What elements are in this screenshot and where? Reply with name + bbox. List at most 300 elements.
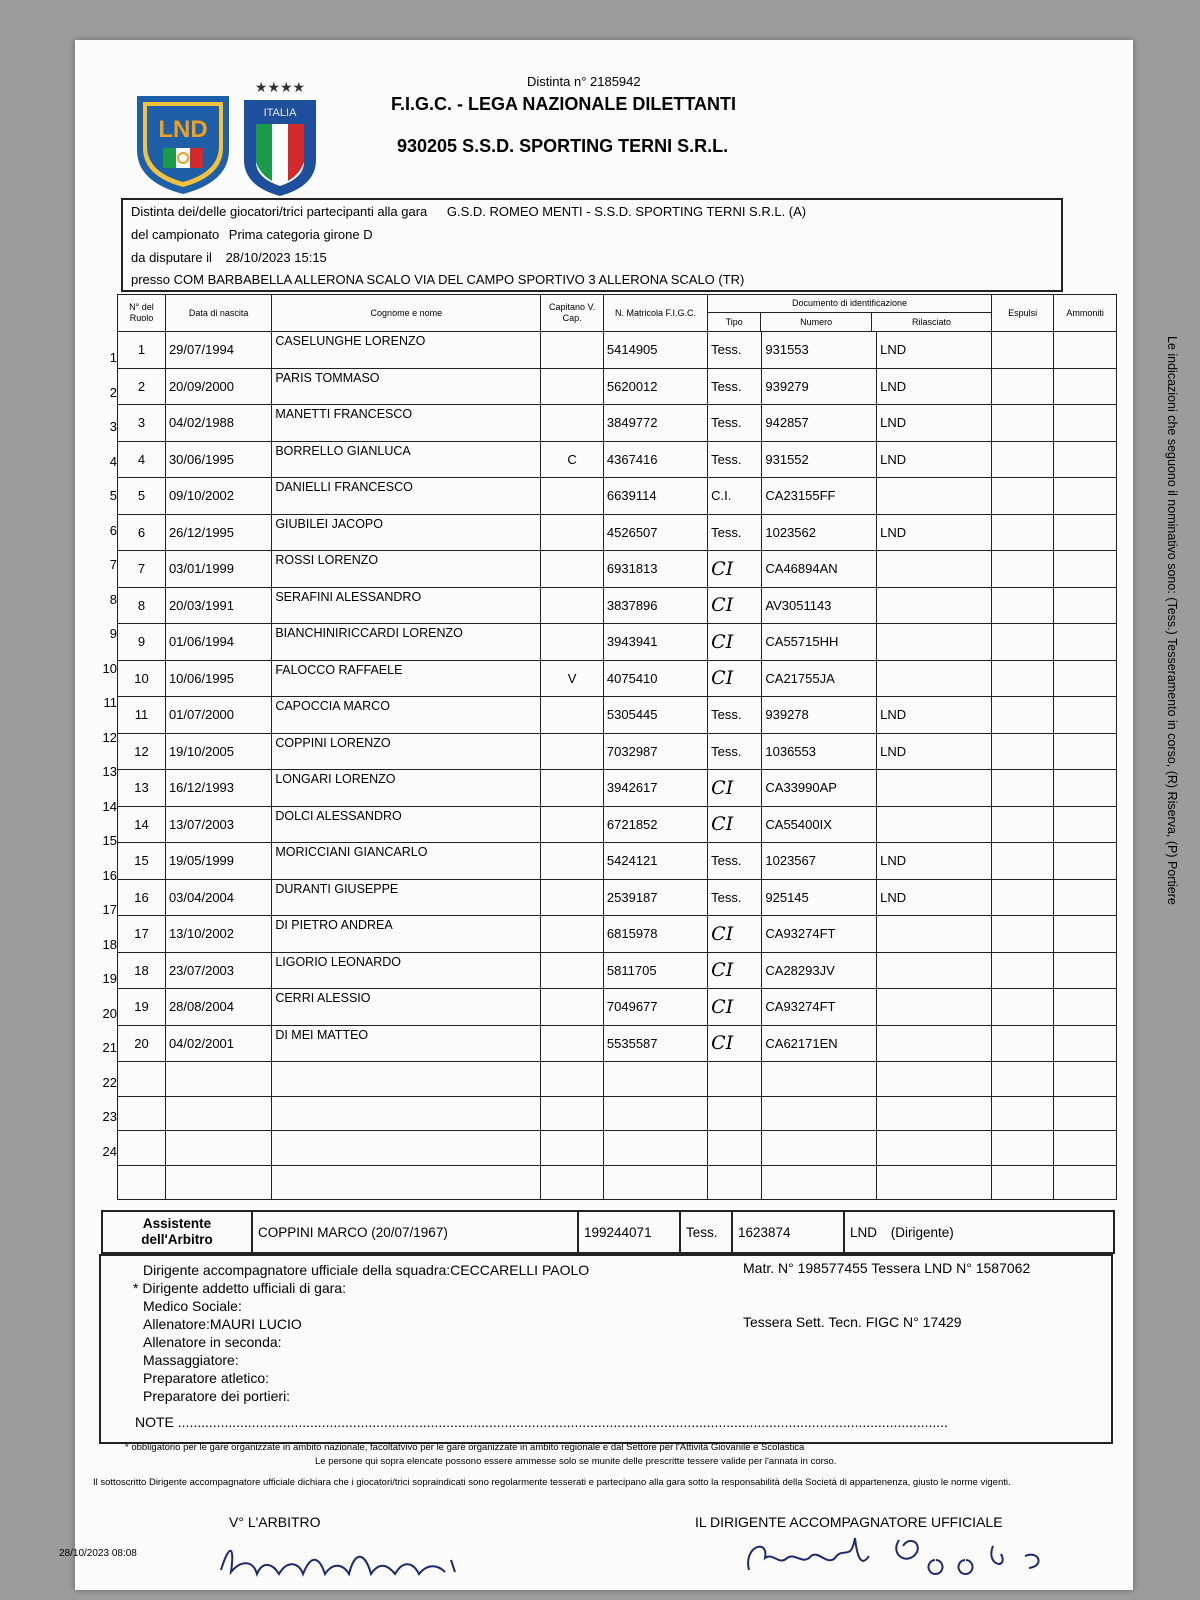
cell-ammoniti: [1054, 916, 1117, 953]
row-number: 17: [102, 902, 117, 917]
cell-empty: [272, 1096, 541, 1131]
cell-ammoniti: [1054, 733, 1117, 770]
row-number: 16: [102, 867, 117, 883]
cell-tipo: CI: [708, 916, 762, 953]
row-number: 15: [102, 833, 117, 848]
cell-capitano: [541, 916, 604, 953]
cell-nome: BORRELLO GIANLUCA: [272, 441, 541, 478]
cell-tipo: Tess.: [708, 405, 762, 442]
cell-ammoniti: [1054, 514, 1117, 551]
cell-ruolo: 19: [118, 989, 166, 1026]
lnd-logo-text: LND: [158, 116, 208, 143]
svg-text:★★★★: ★★★★: [254, 80, 306, 96]
cell-ruolo: 7: [118, 551, 166, 588]
cell-nome: DURANTI GIUSEPPE: [272, 879, 541, 916]
cell-espulsi: [991, 916, 1054, 953]
cell-empty: [165, 1096, 271, 1131]
cell-capitano: [541, 770, 604, 807]
table-header: [118, 295, 1117, 332]
cell-tipo: Tess.: [708, 843, 762, 880]
staff-note: NOTE ......................................................................................................................................................................................................: [135, 1414, 948, 1430]
dirigente-label: IL DIRIGENTE ACCOMPAGNATORE UFFICIALE: [695, 1514, 1003, 1530]
table-row: [118, 733, 1117, 770]
cell-nascita: 29/07/1994: [165, 332, 271, 369]
cell-ammoniti: [1054, 879, 1117, 916]
cell-ammoniti: [1054, 843, 1117, 880]
assistente-rilasciato: [844, 1211, 1114, 1253]
cell-rilasciato: [877, 624, 992, 661]
col-documento: [708, 295, 992, 332]
row-number: 23: [102, 1109, 117, 1124]
cell-espulsi: [991, 770, 1054, 807]
print-timestamp: 28/10/2023 08:08: [59, 1548, 137, 1559]
cell-tipo: CI: [708, 806, 762, 843]
cell-nascita: 01/06/1994: [165, 624, 271, 661]
row-number: 9: [109, 626, 117, 641]
cell-capitano: [541, 587, 604, 624]
assistente-row: [102, 1211, 1114, 1253]
cell-empty: [272, 1062, 541, 1097]
row-number: 8: [109, 591, 117, 607]
row-number: 3: [109, 419, 117, 434]
cell-rilasciato: [877, 770, 992, 807]
cell-nome: CAPOCCIA MARCO: [272, 697, 541, 734]
cell-nome: SERAFINI ALESSANDRO: [272, 587, 541, 624]
cell-tipo: CI: [708, 1025, 762, 1062]
cell-matricola: 3849772: [603, 405, 707, 442]
cell-empty: [877, 1131, 992, 1166]
assistente-rilasciato-value: LND: [850, 1224, 878, 1240]
cell-empty: [877, 1096, 992, 1131]
document-title: F.I.G.C. - LEGA NAZIONALE DILETTANTI: [391, 94, 736, 114]
cell-ruolo: 8: [118, 587, 166, 624]
assistente-ruolo: (Dirigente): [890, 1224, 954, 1240]
row-number: 20: [102, 1005, 117, 1021]
cell-matricola: 5414905: [603, 332, 707, 369]
cell-nome: CERRI ALESSIO: [272, 989, 541, 1026]
cell-empty: [991, 1096, 1054, 1131]
cell-empty: [272, 1131, 541, 1166]
cell-ammoniti: [1054, 770, 1117, 807]
cell-nascita: 28/08/2004: [165, 989, 271, 1026]
table-row-empty: [118, 1165, 1117, 1200]
table-row: [118, 332, 1117, 369]
assistente-numero: 1623874: [732, 1211, 844, 1253]
data-label: da disputare il: [131, 250, 212, 265]
cell-espulsi: [991, 660, 1054, 697]
cell-numero: 939279: [762, 368, 877, 405]
cell-tipo: Tess.: [708, 332, 762, 369]
cell-matricola: 4526507: [603, 514, 707, 551]
staff-portieri: Preparatore dei portieri:: [143, 1388, 291, 1404]
cell-empty: [708, 1096, 762, 1131]
dirigente-signature: [739, 1526, 1059, 1586]
cell-ruolo: 10: [118, 660, 166, 697]
table-row: [118, 770, 1117, 807]
cell-empty: [118, 1062, 166, 1097]
cell-tipo: Tess.: [708, 368, 762, 405]
staff-allenatore2: Allenatore in seconda:: [143, 1334, 282, 1350]
cell-tipo: CI: [708, 952, 762, 989]
cell-rilasciato: [877, 1025, 992, 1062]
cell-espulsi: [991, 514, 1054, 551]
data-value: 28/10/2023 15:15: [225, 250, 327, 265]
data-line: [131, 250, 327, 265]
cell-capitano: [541, 952, 604, 989]
cell-nome: LIGORIO LEONARDO: [272, 952, 541, 989]
cell-matricola: 3943941: [603, 624, 707, 661]
cell-nome: DI MEI MATTEO: [272, 1025, 541, 1062]
cell-numero: CA28293JV: [762, 952, 877, 989]
cell-ruolo: 13: [118, 770, 166, 807]
cell-ruolo: 3: [118, 405, 166, 442]
cell-ruolo: 2: [118, 368, 166, 405]
cell-ruolo: 6: [118, 514, 166, 551]
cell-nome: PARIS TOMMASO: [272, 368, 541, 405]
cell-empty: [603, 1165, 707, 1200]
cell-nascita: 10/06/1995: [165, 660, 271, 697]
cell-numero: CA62171EN: [762, 1025, 877, 1062]
table-row-empty: [118, 1062, 1117, 1097]
cell-nome: ROSSI LORENZO: [272, 551, 541, 588]
campionato-line: [131, 227, 373, 242]
cell-espulsi: [991, 551, 1054, 588]
cell-nascita: 01/07/2000: [165, 697, 271, 734]
table-row: [118, 441, 1117, 478]
players-table: [117, 294, 1117, 1200]
cell-capitano: [541, 733, 604, 770]
cell-numero: CA23155FF: [762, 478, 877, 515]
col-nascita: Data di nascita: [165, 295, 271, 332]
table-row: [118, 624, 1117, 661]
table-row: [118, 587, 1117, 624]
cell-ammoniti: [1054, 806, 1117, 843]
cell-numero: 1023567: [762, 843, 877, 880]
cell-empty: [541, 1096, 604, 1131]
cell-numero: CA55400IX: [762, 806, 877, 843]
cell-matricola: 5620012: [603, 368, 707, 405]
cell-ammoniti: [1054, 660, 1117, 697]
cell-tipo: Tess.: [708, 733, 762, 770]
cell-nascita: 03/04/2004: [165, 879, 271, 916]
table-row: [118, 1025, 1117, 1062]
cell-tipo: Tess.: [708, 514, 762, 551]
cell-nascita: 30/06/1995: [165, 441, 271, 478]
cell-espulsi: [991, 478, 1054, 515]
row-number: 5: [109, 488, 117, 503]
table-row: [118, 952, 1117, 989]
cell-nascita: 09/10/2002: [165, 478, 271, 515]
cell-nome: LONGARI LORENZO: [272, 770, 541, 807]
cell-empty: [541, 1062, 604, 1097]
cell-rilasciato: LND: [877, 733, 992, 770]
cell-espulsi: [991, 952, 1054, 989]
cell-rilasciato: [877, 478, 992, 515]
figc-italia-logo: [240, 78, 320, 198]
cell-rilasciato: LND: [877, 514, 992, 551]
row-number: 2: [109, 384, 117, 400]
gara-label: Distinta dei/delle giocatori/trici partecipanti alla gara: [131, 204, 428, 219]
cell-matricola: 3942617: [603, 770, 707, 807]
staff-dirigente-matr: Matr. N° 198577455 Tessera LND N° 1587062: [743, 1260, 1031, 1276]
cell-empty: [118, 1096, 166, 1131]
cell-ruolo: 18: [118, 952, 166, 989]
match-info-box: [121, 198, 1063, 292]
cell-ruolo: 11: [118, 697, 166, 734]
cell-nome: MANETTI FRANCESCO: [272, 405, 541, 442]
row-number: 6: [109, 522, 117, 538]
table-row: [118, 514, 1117, 551]
cell-capitano: [541, 405, 604, 442]
cell-espulsi: [991, 441, 1054, 478]
cell-espulsi: [991, 624, 1054, 661]
cell-empty: [541, 1131, 604, 1166]
cell-numero: CA33990AP: [762, 770, 877, 807]
cell-tipo: CI: [708, 624, 762, 661]
cell-numero: 1023562: [762, 514, 877, 551]
cell-capitano: [541, 624, 604, 661]
table-row: [118, 551, 1117, 588]
cell-rilasciato: LND: [877, 843, 992, 880]
cell-empty: [1054, 1062, 1117, 1097]
cell-capitano: C: [541, 441, 604, 478]
row-number: 10: [102, 660, 117, 676]
col-tipo: Tipo: [708, 313, 761, 331]
row-number: 12: [102, 729, 117, 745]
assistente-tipo: Tess.: [680, 1211, 732, 1253]
table-row: [118, 368, 1117, 405]
cell-rilasciato: [877, 660, 992, 697]
table-row: [118, 405, 1117, 442]
arbitro-signature: [215, 1530, 475, 1590]
cell-capitano: [541, 697, 604, 734]
cell-numero: AV3051143: [762, 587, 877, 624]
cell-espulsi: [991, 405, 1054, 442]
cell-ammoniti: [1054, 332, 1117, 369]
cell-numero: CA46894AN: [762, 551, 877, 588]
cell-nascita: 13/07/2003: [165, 806, 271, 843]
cell-capitano: V: [541, 660, 604, 697]
cell-capitano: [541, 1025, 604, 1062]
cell-empty: [541, 1165, 604, 1200]
assistente-table: [101, 1210, 1115, 1254]
campionato-label: del campionato: [131, 227, 220, 242]
col-rilasciato: Rilasciato: [911, 317, 951, 327]
table-row: [118, 916, 1117, 953]
arbitro-label: V° L'ARBITRO: [229, 1514, 321, 1530]
staff-medico: Medico Sociale:: [143, 1298, 242, 1314]
assistente-label: Assistente dell'Arbitro: [102, 1211, 252, 1253]
cell-espulsi: [991, 368, 1054, 405]
cell-matricola: 6721852: [603, 806, 707, 843]
cell-capitano: [541, 843, 604, 880]
cell-nome: BIANCHINIRICCARDI LORENZO: [272, 624, 541, 661]
row-number: 1: [109, 350, 117, 365]
cell-ammoniti: [1054, 368, 1117, 405]
table-row: [118, 989, 1117, 1026]
cell-empty: [877, 1165, 992, 1200]
cell-numero: CA55715HH: [762, 624, 877, 661]
cell-empty: [165, 1062, 271, 1097]
cell-matricola: 6815978: [603, 916, 707, 953]
cell-tipo: Tess.: [708, 879, 762, 916]
cell-ruolo: 14: [118, 806, 166, 843]
cell-nome: DANIELLI FRANCESCO: [272, 478, 541, 515]
col-numero: Numero: [761, 313, 872, 331]
cell-rilasciato: [877, 587, 992, 624]
cell-rilasciato: LND: [877, 697, 992, 734]
cell-espulsi: [991, 1025, 1054, 1062]
cell-matricola: 5305445: [603, 697, 707, 734]
cell-empty: [1054, 1131, 1117, 1166]
asterisk-note: * obbligatorio per le gare organizzate in ambito nazionale, facoltatvivo per le gare organizzate in ambito regionale e dal Settore per l'Attività Giovanile e Scolastica: [125, 1442, 805, 1453]
distinta-number: Distinta n° 2185942: [527, 74, 641, 89]
cell-ruolo: 1: [118, 332, 166, 369]
gara-line: [131, 204, 806, 219]
cell-empty: [708, 1062, 762, 1097]
cell-ruolo: 5: [118, 478, 166, 515]
cell-ammoniti: [1054, 441, 1117, 478]
row-number: 21: [102, 1040, 117, 1055]
cell-tipo: CI: [708, 551, 762, 588]
staff-allenatore-tessera: Tessera Sett. Tecn. FIGC N° 17429: [743, 1314, 962, 1330]
cell-tipo: CI: [708, 989, 762, 1026]
cell-matricola: 7032987: [603, 733, 707, 770]
cell-ammoniti: [1054, 952, 1117, 989]
club-name: 930205 S.S.D. SPORTING TERNI S.R.L.: [397, 136, 729, 156]
cell-nome: CASELUNGHE LORENZO: [272, 332, 541, 369]
document-sheet: [59, 40, 1179, 1590]
cell-numero: CA93274FT: [762, 989, 877, 1026]
col-documento-title: Documento di identificazione: [708, 295, 991, 313]
cell-tipo: CI: [708, 660, 762, 697]
staff-addetto: * Dirigente addetto ufficiali di gara:: [133, 1280, 346, 1296]
cell-nome: FALOCCO RAFFAELE: [272, 660, 541, 697]
cell-capitano: [541, 514, 604, 551]
cell-capitano: [541, 332, 604, 369]
cell-nascita: 04/02/1988: [165, 405, 271, 442]
cell-tipo: Tess.: [708, 441, 762, 478]
cell-espulsi: [991, 587, 1054, 624]
table-row: [118, 660, 1117, 697]
cell-nascita: 26/12/1995: [165, 514, 271, 551]
cell-empty: [762, 1131, 877, 1166]
cell-ruolo: 16: [118, 879, 166, 916]
table-row: [118, 697, 1117, 734]
cell-numero: CA93274FT: [762, 916, 877, 953]
cell-numero: 1036553: [762, 733, 877, 770]
cell-empty: [118, 1131, 166, 1166]
cell-numero: 931552: [762, 441, 877, 478]
cell-nome: DI PIETRO ANDREA: [272, 916, 541, 953]
cell-rilasciato: [877, 916, 992, 953]
cell-empty: [603, 1062, 707, 1097]
staff-massaggiatore: Massaggiatore:: [143, 1352, 239, 1368]
cell-tipo: CI: [708, 587, 762, 624]
row-number: 22: [102, 1074, 117, 1090]
row-number: 19: [102, 971, 117, 986]
cell-tipo: C.I.: [708, 478, 762, 515]
cell-numero: 925145: [762, 879, 877, 916]
cell-nascita: 23/07/2003: [165, 952, 271, 989]
presso-line: presso COM BARBABELLA ALLERONA SCALO VIA DEL CAMPO SPORTIVO 3 ALLERONA SCALO (TR): [131, 272, 745, 287]
cell-numero: 931553: [762, 332, 877, 369]
cell-empty: [877, 1062, 992, 1097]
cell-rilasciato: LND: [877, 368, 992, 405]
cell-matricola: 5811705: [603, 952, 707, 989]
cell-espulsi: [991, 806, 1054, 843]
cell-nome: DOLCI ALESSANDRO: [272, 806, 541, 843]
table-row-empty: [118, 1131, 1117, 1166]
cell-tipo: Tess.: [708, 697, 762, 734]
cell-empty: [1054, 1165, 1117, 1200]
staff-box: [99, 1254, 1113, 1444]
cell-nascita: 20/09/2000: [165, 368, 271, 405]
row-number: 24: [102, 1143, 117, 1159]
cell-nascita: 19/05/1999: [165, 843, 271, 880]
staff-atletico: Preparatore atletico:: [143, 1370, 270, 1386]
row-number: 14: [102, 798, 117, 814]
cell-matricola: 4075410: [603, 660, 707, 697]
cell-capitano: [541, 879, 604, 916]
cell-ammoniti: [1054, 551, 1117, 588]
col-nome: Cognome e nome: [272, 295, 541, 332]
row-number: 18: [102, 936, 117, 952]
table-row: [118, 806, 1117, 843]
cell-capitano: [541, 478, 604, 515]
cell-ammoniti: [1054, 478, 1117, 515]
col-ruolo: N° del Ruolo: [118, 295, 166, 332]
cell-numero: 942857: [762, 405, 877, 442]
col-capitano: Capitano V. Cap.: [541, 295, 604, 332]
cell-ammoniti: [1054, 624, 1117, 661]
cell-ruolo: 4: [118, 441, 166, 478]
cell-nome: COPPINI LORENZO: [272, 733, 541, 770]
row-number: 7: [109, 557, 117, 572]
cell-ruolo: 9: [118, 624, 166, 661]
cell-capitano: [541, 368, 604, 405]
lnd-logo: [133, 90, 233, 198]
cell-capitano: [541, 551, 604, 588]
cell-nome: GIUBILEI JACOPO: [272, 514, 541, 551]
cell-matricola: 5424121: [603, 843, 707, 880]
cell-matricola: 7049677: [603, 989, 707, 1026]
cell-rilasciato: [877, 806, 992, 843]
cell-nascita: 16/12/1993: [165, 770, 271, 807]
table-row: [118, 478, 1117, 515]
cell-empty: [603, 1096, 707, 1131]
cell-empty: [118, 1165, 166, 1200]
cell-tipo: CI: [708, 770, 762, 807]
cell-empty: [762, 1096, 877, 1131]
staff-allenatore: Allenatore:MAURI LUCIO: [143, 1316, 302, 1332]
assistente-nome: COPPINI MARCO (20/07/1967): [252, 1211, 578, 1253]
table-row: [118, 843, 1117, 880]
cell-numero: CA21755JA: [762, 660, 877, 697]
cell-empty: [708, 1165, 762, 1200]
cell-espulsi: [991, 697, 1054, 734]
cell-numero: 939278: [762, 697, 877, 734]
col-documento-sub: [708, 313, 991, 331]
cell-empty: [165, 1131, 271, 1166]
cell-matricola: 5535587: [603, 1025, 707, 1062]
row-number: 13: [102, 764, 117, 779]
cell-ammoniti: [1054, 989, 1117, 1026]
cell-empty: [165, 1165, 271, 1200]
row-number: 11: [103, 695, 117, 710]
cell-capitano: [541, 806, 604, 843]
cell-ruolo: 20: [118, 1025, 166, 1062]
